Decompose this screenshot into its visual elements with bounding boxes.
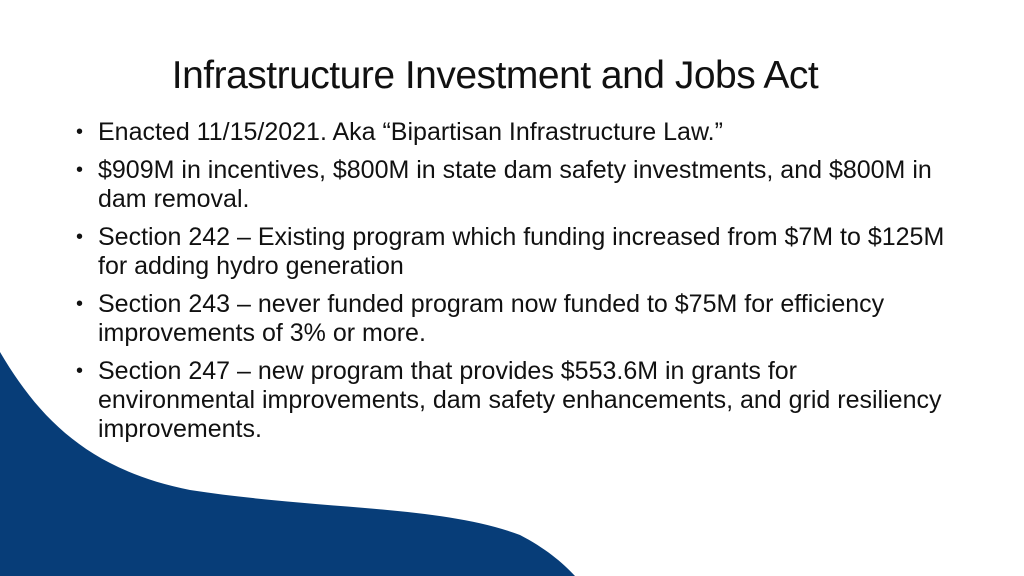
bullet-item [72,156,952,214]
bullet-text: Section 242 – Existing program which funding increased from $7M to $125M for adding hydro generation [98,223,945,280]
bullet-item [72,118,952,147]
bullet-text: Section 243 – never funded program now funded to $75M for efficiency improvements of 3% or more. [98,290,885,347]
bullet-icon: • [76,360,84,382]
slide-title: Infrastructure Investment and Jobs Act [171,54,819,97]
bullet-icon: • [76,121,84,143]
bullet-icon: • [76,226,84,248]
bullet-text: Section 247 – new program that provides $553.6M in grants for environmental improvements, dam safety enhancements, and grid resiliency improvements. [98,357,942,443]
bullet-icon: • [76,159,84,181]
bullet-list [72,118,952,453]
bullet-item [72,223,952,281]
bullet-item [72,357,952,444]
bullet-icon: • [76,293,84,315]
bullet-text: $909M in incentives, $800M in state dam safety investments, and $800M in dam removal. [98,156,932,213]
bullet-item [72,290,952,348]
bullet-text: Enacted 11/15/2021. Aka “Bipartisan Infrastructure Law.” [98,118,723,146]
